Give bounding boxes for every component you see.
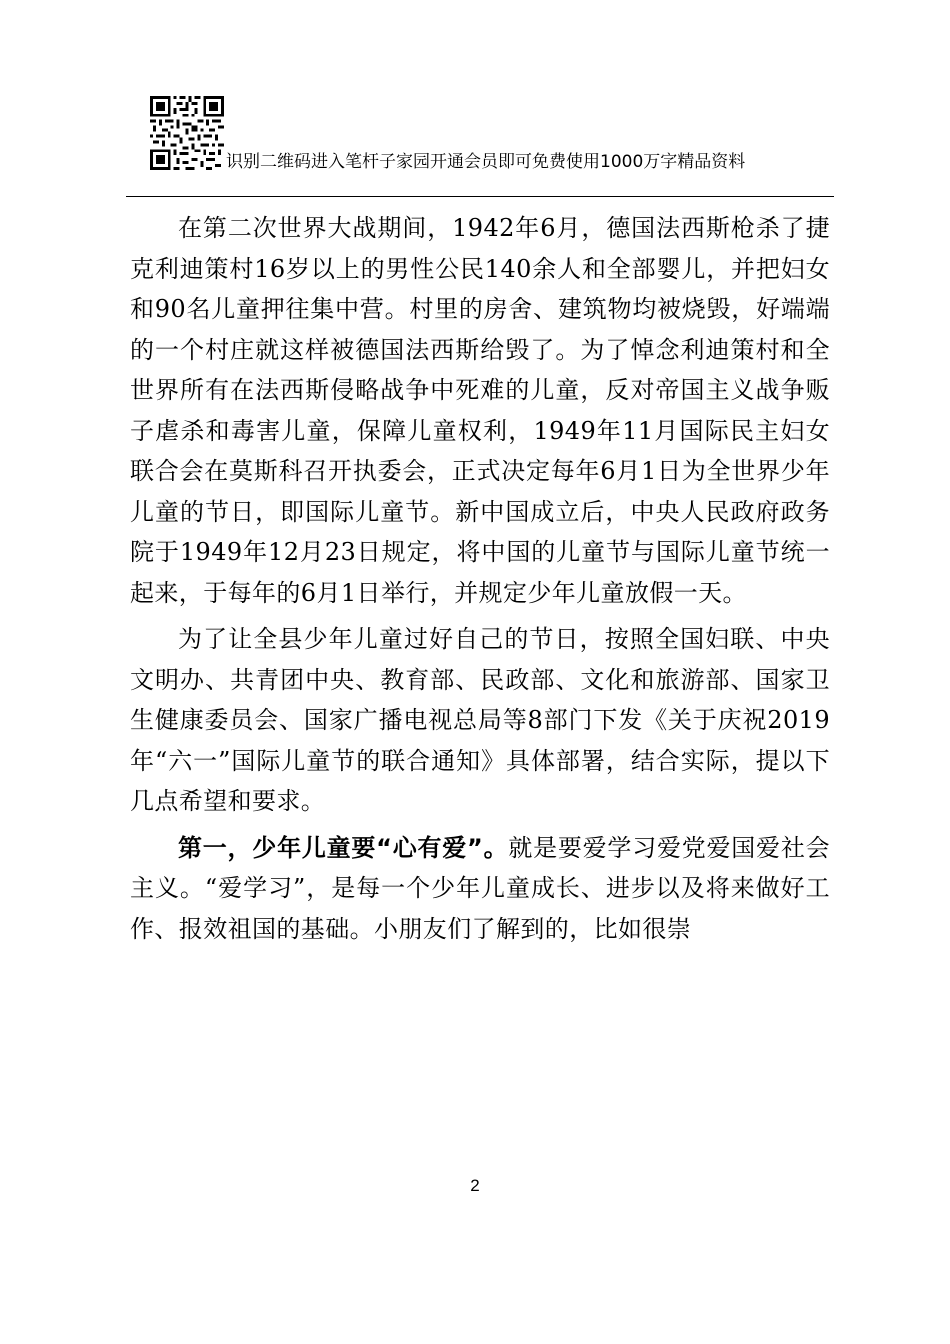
document-body [130,208,830,949]
page-number: 2 [470,1176,480,1195]
promo-text: 识别二维码进入笔杆子家园开通会员即可免费使用1000万字精品资料 [226,152,746,172]
page-header [126,92,834,202]
first-point-text: 就是要爱学习爱党爱国爱社会主义。“爱学习”，是每一个少年儿童成长、进步以及将来做好工作、报效祖国的基础。小朋友们了解到的，比如很崇 [130,833,830,943]
header-divider [126,196,834,197]
first-point-heading: 第一，少年儿童要“心有爱”。 [178,833,509,862]
paragraph-history: 在第二次世界大战期间，1942年6月，德国法西斯枪杀了捷克利迪策村16岁以上的男性公民140余人和全部婴儿，并把妇女和90名儿童押往集中营。村里的房舍、建筑物均被烧毁，好端端的一个村庄就这样被德国法西斯给毁了。为了悼念利迪策村和全世界所有在法西斯侵略战争中死难的儿童，反对帝国主义战争贩子虐杀和毒害儿童，保障儿童权利，1949年11月国际民主妇女联合会在莫斯科召开执委会，正式决定每年6月1日为全世界少年儿童的节日，即国际儿童节。新中国成立后，中央人民政府政务院于1949年12月23日规定，将中国的儿童节与国际儿童节统一起来，于每年的6月1日举行，并规定少年儿童放假一天。 [130,214,830,607]
paragraph-requirements: 为了让全县少年儿童过好自己的节日，按照全国妇联、中央文明办、共青团中央、教育部、民政部、文化和旅游部、国家卫生健康委员会、国家广播电视总局等8部门下发《关于庆祝2019年“六一”国际儿童节的联合通知》具体部署，结合实际，提以下几点希望和要求。 [130,625,830,815]
paragraph-first-point [130,828,830,950]
qr-code-icon[interactable] [150,96,224,170]
